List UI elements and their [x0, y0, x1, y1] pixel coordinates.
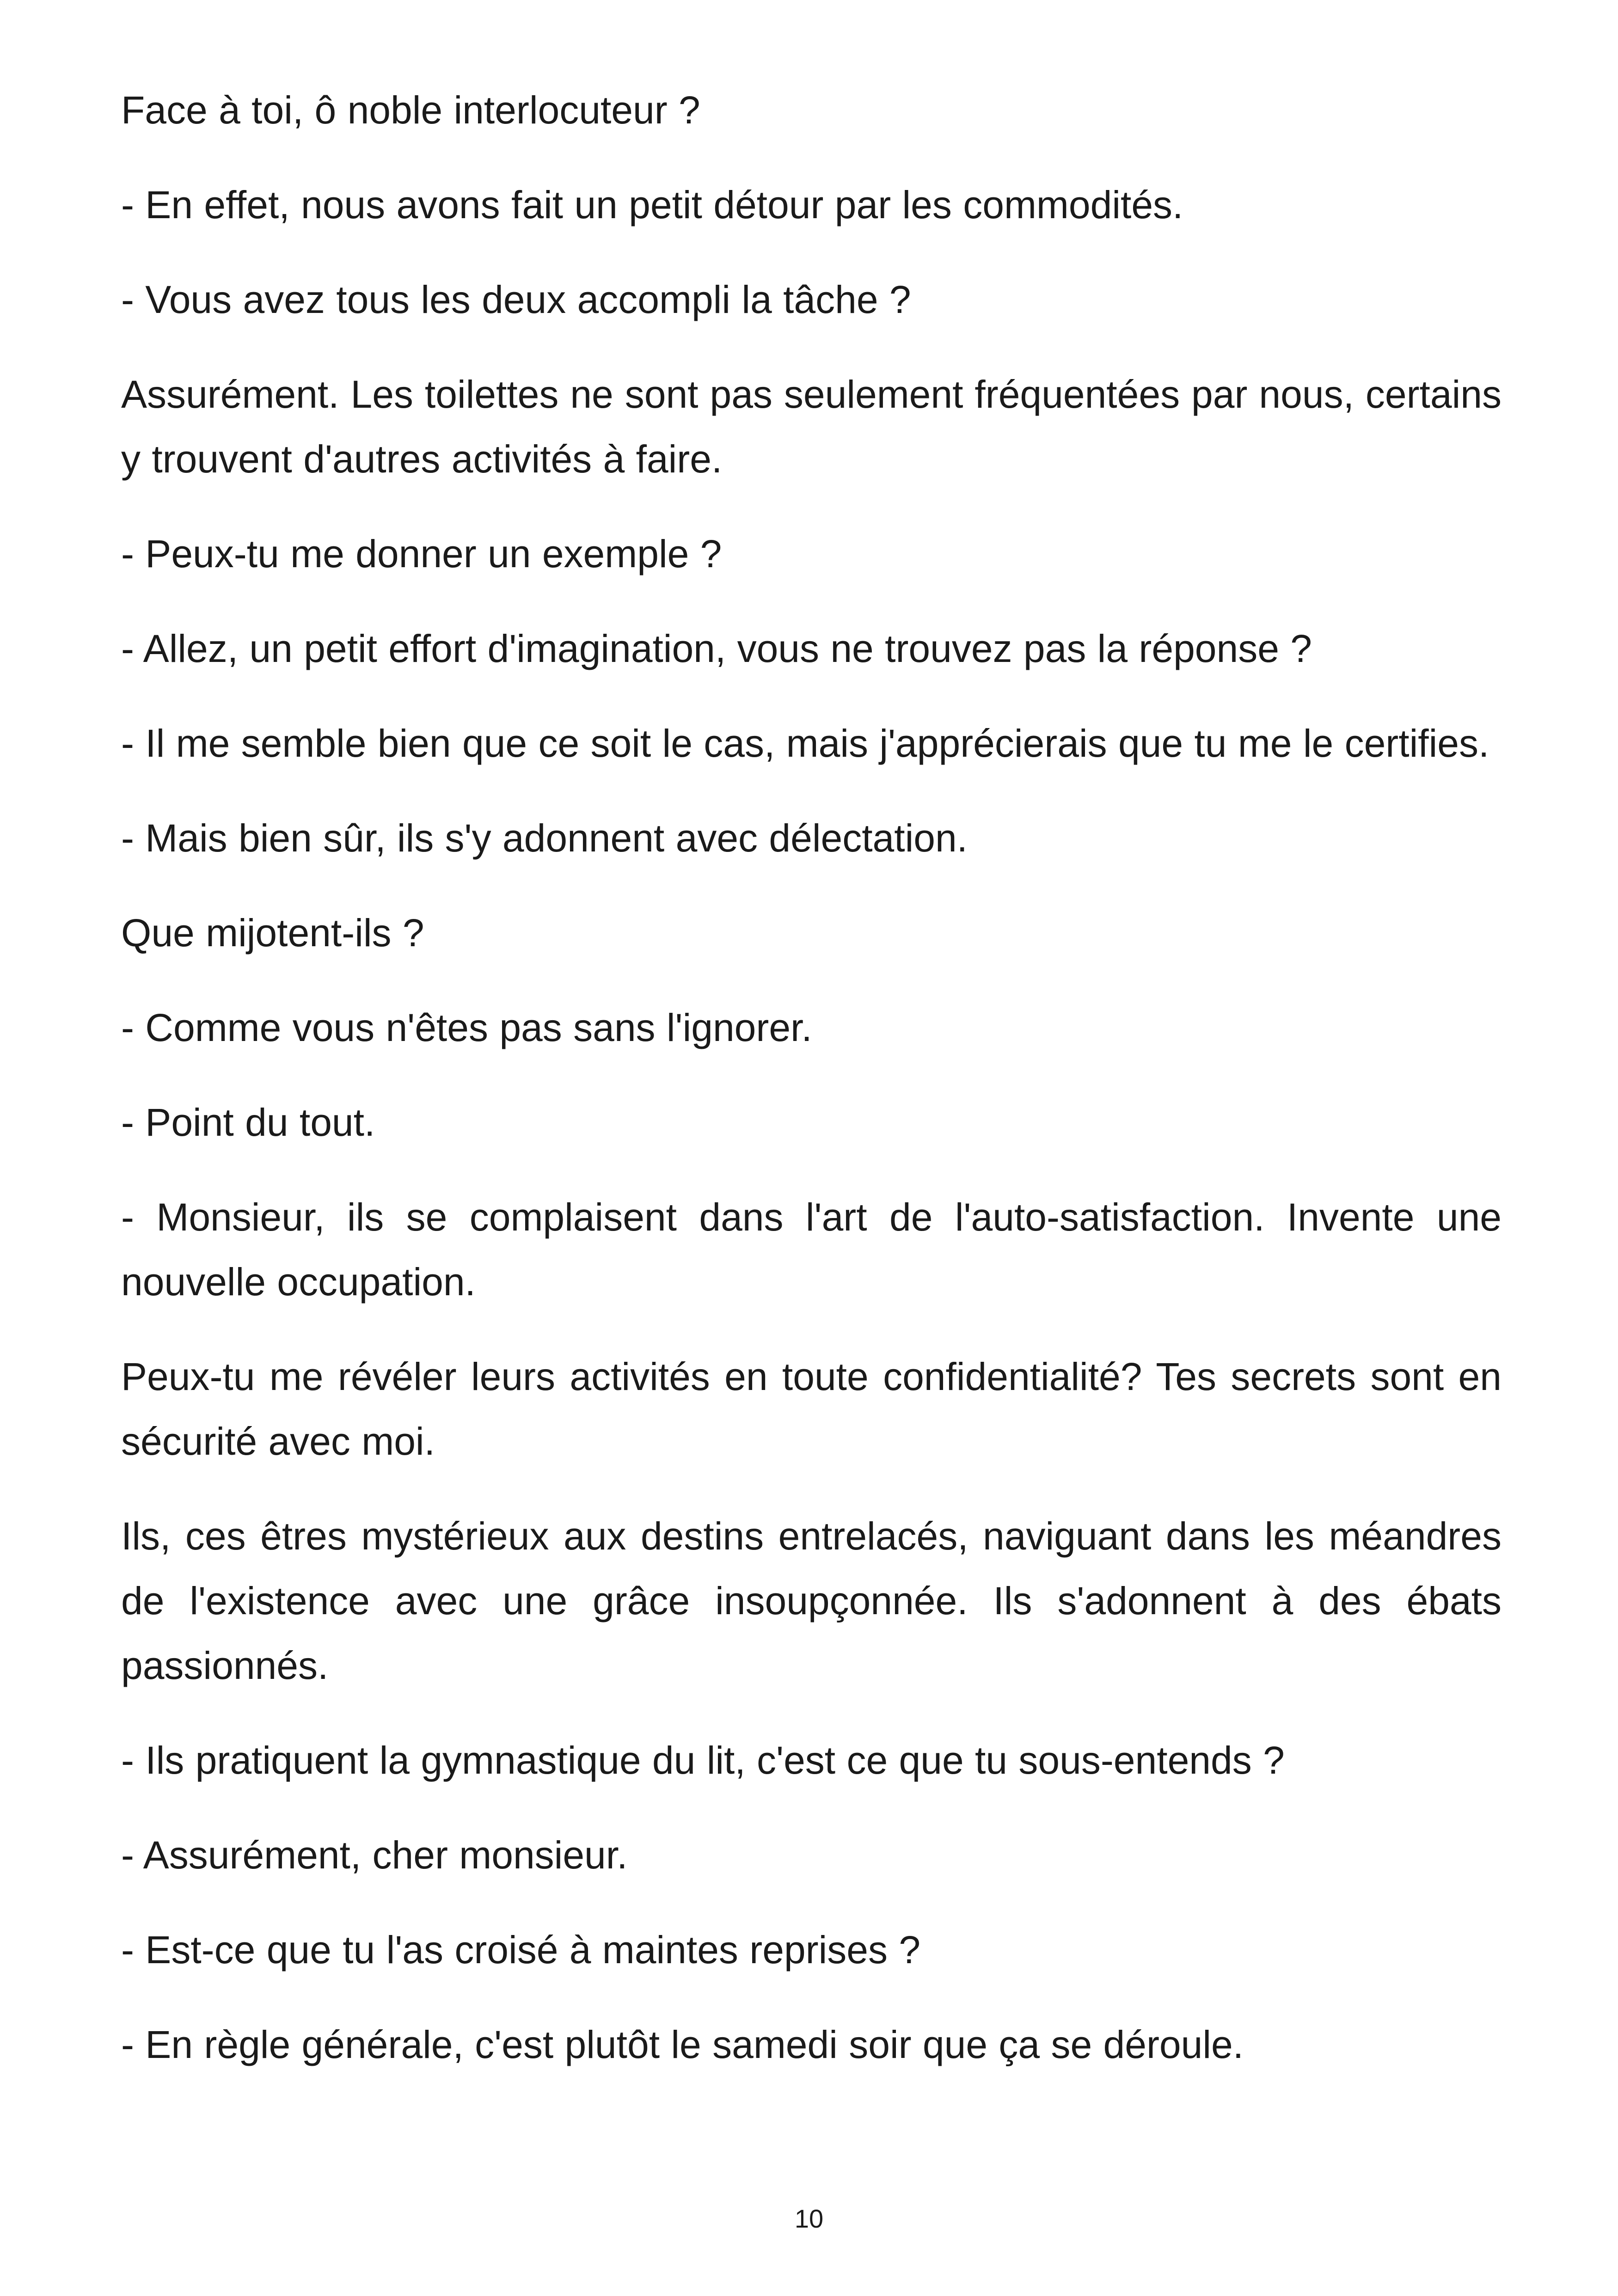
paragraph: - En règle générale, c'est plutôt le samedi soir que ça se déroule. [121, 2023, 1244, 2066]
paragraph: - Monsieur, ils se complaisent dans l'art de l'auto-satisfaction. Invente une nouvelle occupation. [121, 1195, 1502, 1304]
paragraph: - Il me semble bien que ce soit le cas, mais j'apprécierais que tu me le certifies. [121, 722, 1489, 765]
paragraph: Peux-tu me révéler leurs activités en toute confidentialité? Tes secrets sont en sécurité avec moi. [121, 1355, 1502, 1463]
paragraph: - Vous avez tous les deux accompli la tâche ? [121, 278, 911, 321]
paragraph: - Allez, un petit effort d'imagination, vous ne trouvez pas la réponse ? [121, 627, 1312, 670]
paragraph: - Mais bien sûr, ils s'y adonnent avec délectation. [121, 816, 968, 860]
paragraph: Face à toi, ô noble interlocuteur ? [121, 88, 700, 132]
page-number: 10 [794, 2204, 824, 2233]
paragraph: Assurément. Les toilettes ne sont pas seulement fréquentées par nous, certains y trouvent d'autres activités à faire. [121, 373, 1502, 481]
paragraph: - Peux-tu me donner un exemple ? [121, 532, 722, 576]
paragraph: Que mijotent-ils ? [121, 911, 424, 955]
paragraph: Ils, ces êtres mystérieux aux destins entrelacés, naviguant dans les méandres de l'existence avec une grâce insoupçonnée. Ils s'adonnent à des ébats passionnés. [121, 1514, 1502, 1687]
body-text [121, 78, 1502, 2107]
paragraph: - Est-ce que tu l'as croisé à maintes reprises ? [121, 1928, 921, 1971]
paragraph: - En effet, nous avons fait un petit détour par les commodités. [121, 183, 1183, 227]
paragraph: - Ils pratiquent la gymnastique du lit, c'est ce que tu sous-entends ? [121, 1739, 1285, 1782]
paragraph: - Assurément, cher monsieur. [121, 1833, 628, 1877]
paragraph: - Point du tout. [121, 1101, 375, 1144]
paragraph: - Comme vous n'êtes pas sans l'ignorer. [121, 1006, 812, 1049]
